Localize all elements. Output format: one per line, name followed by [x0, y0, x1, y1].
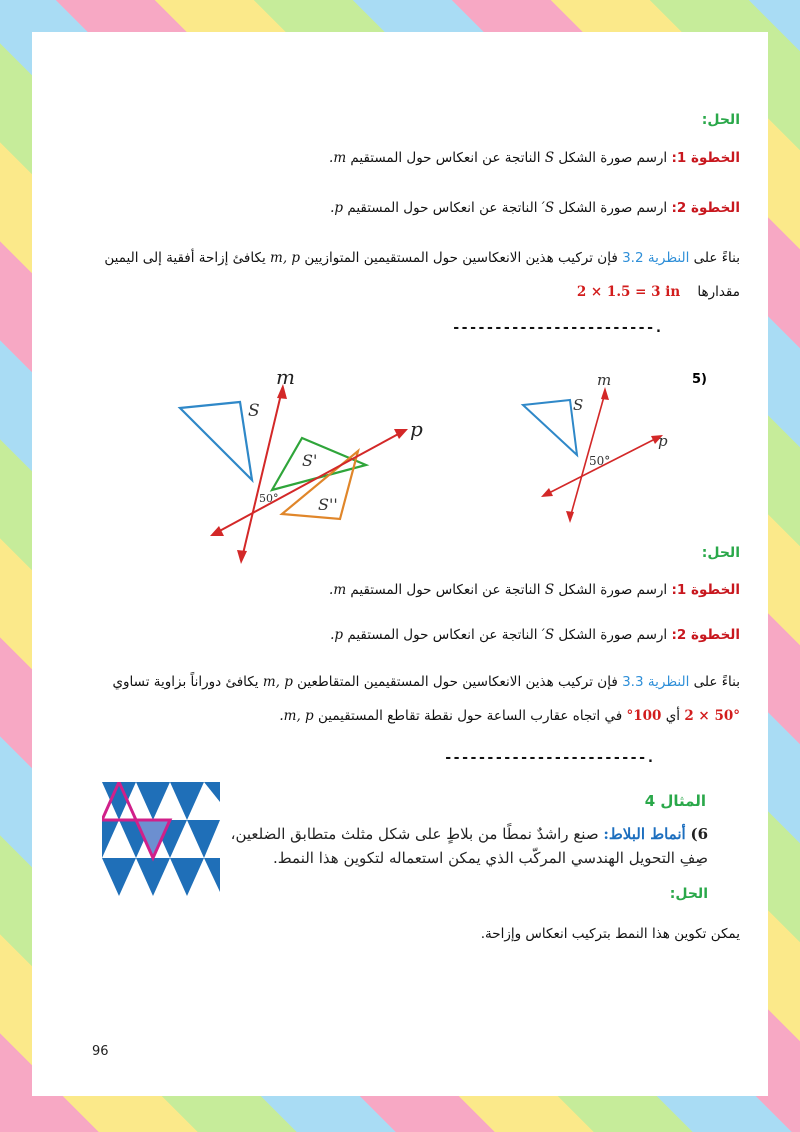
shape-s-large [180, 402, 252, 480]
arrow-icon [210, 526, 224, 536]
lines-var-2: m, p [262, 674, 293, 690]
label-m: m [597, 371, 612, 389]
label-m-large: m [276, 365, 295, 389]
step1-label-2: الخطوة 1: [671, 582, 740, 598]
conclusion-b-2: فإن تركيب هذين الانعكاسين حول المستقيمين المتقاطعين [297, 674, 618, 690]
solution-label-2: الحل: [701, 545, 740, 561]
divider-2: ------------------------. [444, 750, 655, 766]
rotation-a: أي [665, 708, 681, 724]
shape-s-small [523, 400, 577, 455]
arrow-icon [566, 511, 574, 523]
step1-label: الخطوة 1: [671, 150, 740, 166]
example-text-2: صِفِ التحويل الهندسي المركّب الذي يمكن استعماله لتكوين هذا النمط. [273, 849, 708, 867]
label-s: S [573, 396, 584, 414]
figure-large [170, 362, 430, 567]
label-p: p [658, 432, 668, 450]
theorem-ref: النظرية 3.2 [622, 250, 690, 266]
arrow-icon [237, 550, 247, 564]
divider-1: ------------------------. [452, 320, 663, 336]
arrow-icon [541, 488, 553, 497]
theorem-ref-2: النظرية 3.3 [622, 674, 690, 690]
lines-var: m, p [270, 250, 301, 266]
conclusion-b: فإن تركيب هذين الانعكاسين حول المستقيمين المتوازيين [304, 250, 618, 266]
rotation-line [279, 708, 740, 724]
conclusion-a: بناءً على [693, 250, 740, 266]
example-box [230, 822, 708, 870]
example-text-1: صنع راشدٌ نمطًا من بلاطٍ على شكل مثلث متطابق الضلعين، [230, 825, 599, 843]
rotation-b: في اتجاه عقارب الساعة حول نقطة تقاطع المستقيمين [317, 708, 623, 724]
arrow-icon [394, 429, 408, 439]
step2-text-b: الناتجة عن انعكاس حول المستقيم [347, 200, 538, 216]
step2-shape-2: S′ [541, 627, 555, 643]
page-number: 96 [92, 1044, 109, 1059]
amount-label: مقدارها [697, 284, 740, 300]
amount-line [577, 284, 740, 300]
step1-text-b-2: الناتجة عن انعكاس حول المستقيم [350, 582, 541, 598]
step1-shape: S [544, 150, 555, 166]
step2-line-var: p. [330, 200, 344, 216]
label-s2: S'' [318, 495, 338, 514]
step1-text-a-2: ارسم صورة الشكل [558, 582, 668, 598]
conclusion-c-2: يكافئ دوراناً بزاوية تساوي [112, 674, 259, 690]
step1-shape-2: S [544, 582, 555, 598]
step1-line-var-2: m. [329, 582, 347, 598]
step2-text-a: ارسم صورة الشكل [558, 200, 668, 216]
step2-line-1 [330, 200, 740, 216]
step1-text-b: الناتجة عن انعكاس حول المستقيم [350, 150, 541, 166]
figure-small [505, 365, 685, 525]
step2-text-a-2: ارسم صورة الشكل [558, 627, 668, 643]
step1-line-var: m. [329, 150, 347, 166]
line-p-large [214, 432, 402, 534]
step1-line-1 [329, 150, 740, 166]
label-angle-large: 50° [259, 492, 279, 505]
example-topic: أنماط البلاط: [603, 825, 686, 843]
solution-label-3: الحل: [669, 886, 708, 902]
conclusion-a-2: بناءً على [693, 674, 740, 690]
tile-pattern [102, 782, 220, 896]
rotation-result: 100° [626, 708, 662, 724]
label-angle: 50° [589, 454, 611, 468]
rotation-value: 2 × 50° [684, 708, 740, 724]
example-title: المثال 4 [644, 792, 706, 810]
step2-line-var-2: p. [330, 627, 344, 643]
conclusion-1 [104, 250, 740, 266]
step2-label: الخطوة 2: [671, 200, 740, 216]
label-s1: S' [302, 451, 318, 470]
conclusion-c: يكافئ إزاحة أفقية إلى اليمين [104, 250, 266, 266]
final-answer: يمكن تكوين هذا النمط بتركيب انعكاس وإزاحة. [480, 926, 740, 942]
step2-text-b-2: الناتجة عن انعكاس حول المستقيم [347, 627, 538, 643]
label-p-large: p [410, 417, 423, 441]
amount-value: 2 × 1.5 = 3 in [576, 284, 681, 300]
conclusion-2 [112, 674, 740, 690]
label-s-large: S [248, 401, 260, 421]
problem-number-5: 5) [692, 372, 707, 387]
step2-shape: S′ [541, 200, 555, 216]
step1-line-2 [329, 582, 740, 598]
rotation-lines: m, p. [279, 708, 314, 724]
step1-text-a: ارسم صورة الشكل [558, 150, 668, 166]
example-number: 6) [690, 825, 708, 843]
solution-label-1: الحل: [701, 112, 740, 128]
step2-line-2 [330, 627, 740, 643]
step2-label-2: الخطوة 2: [671, 627, 740, 643]
